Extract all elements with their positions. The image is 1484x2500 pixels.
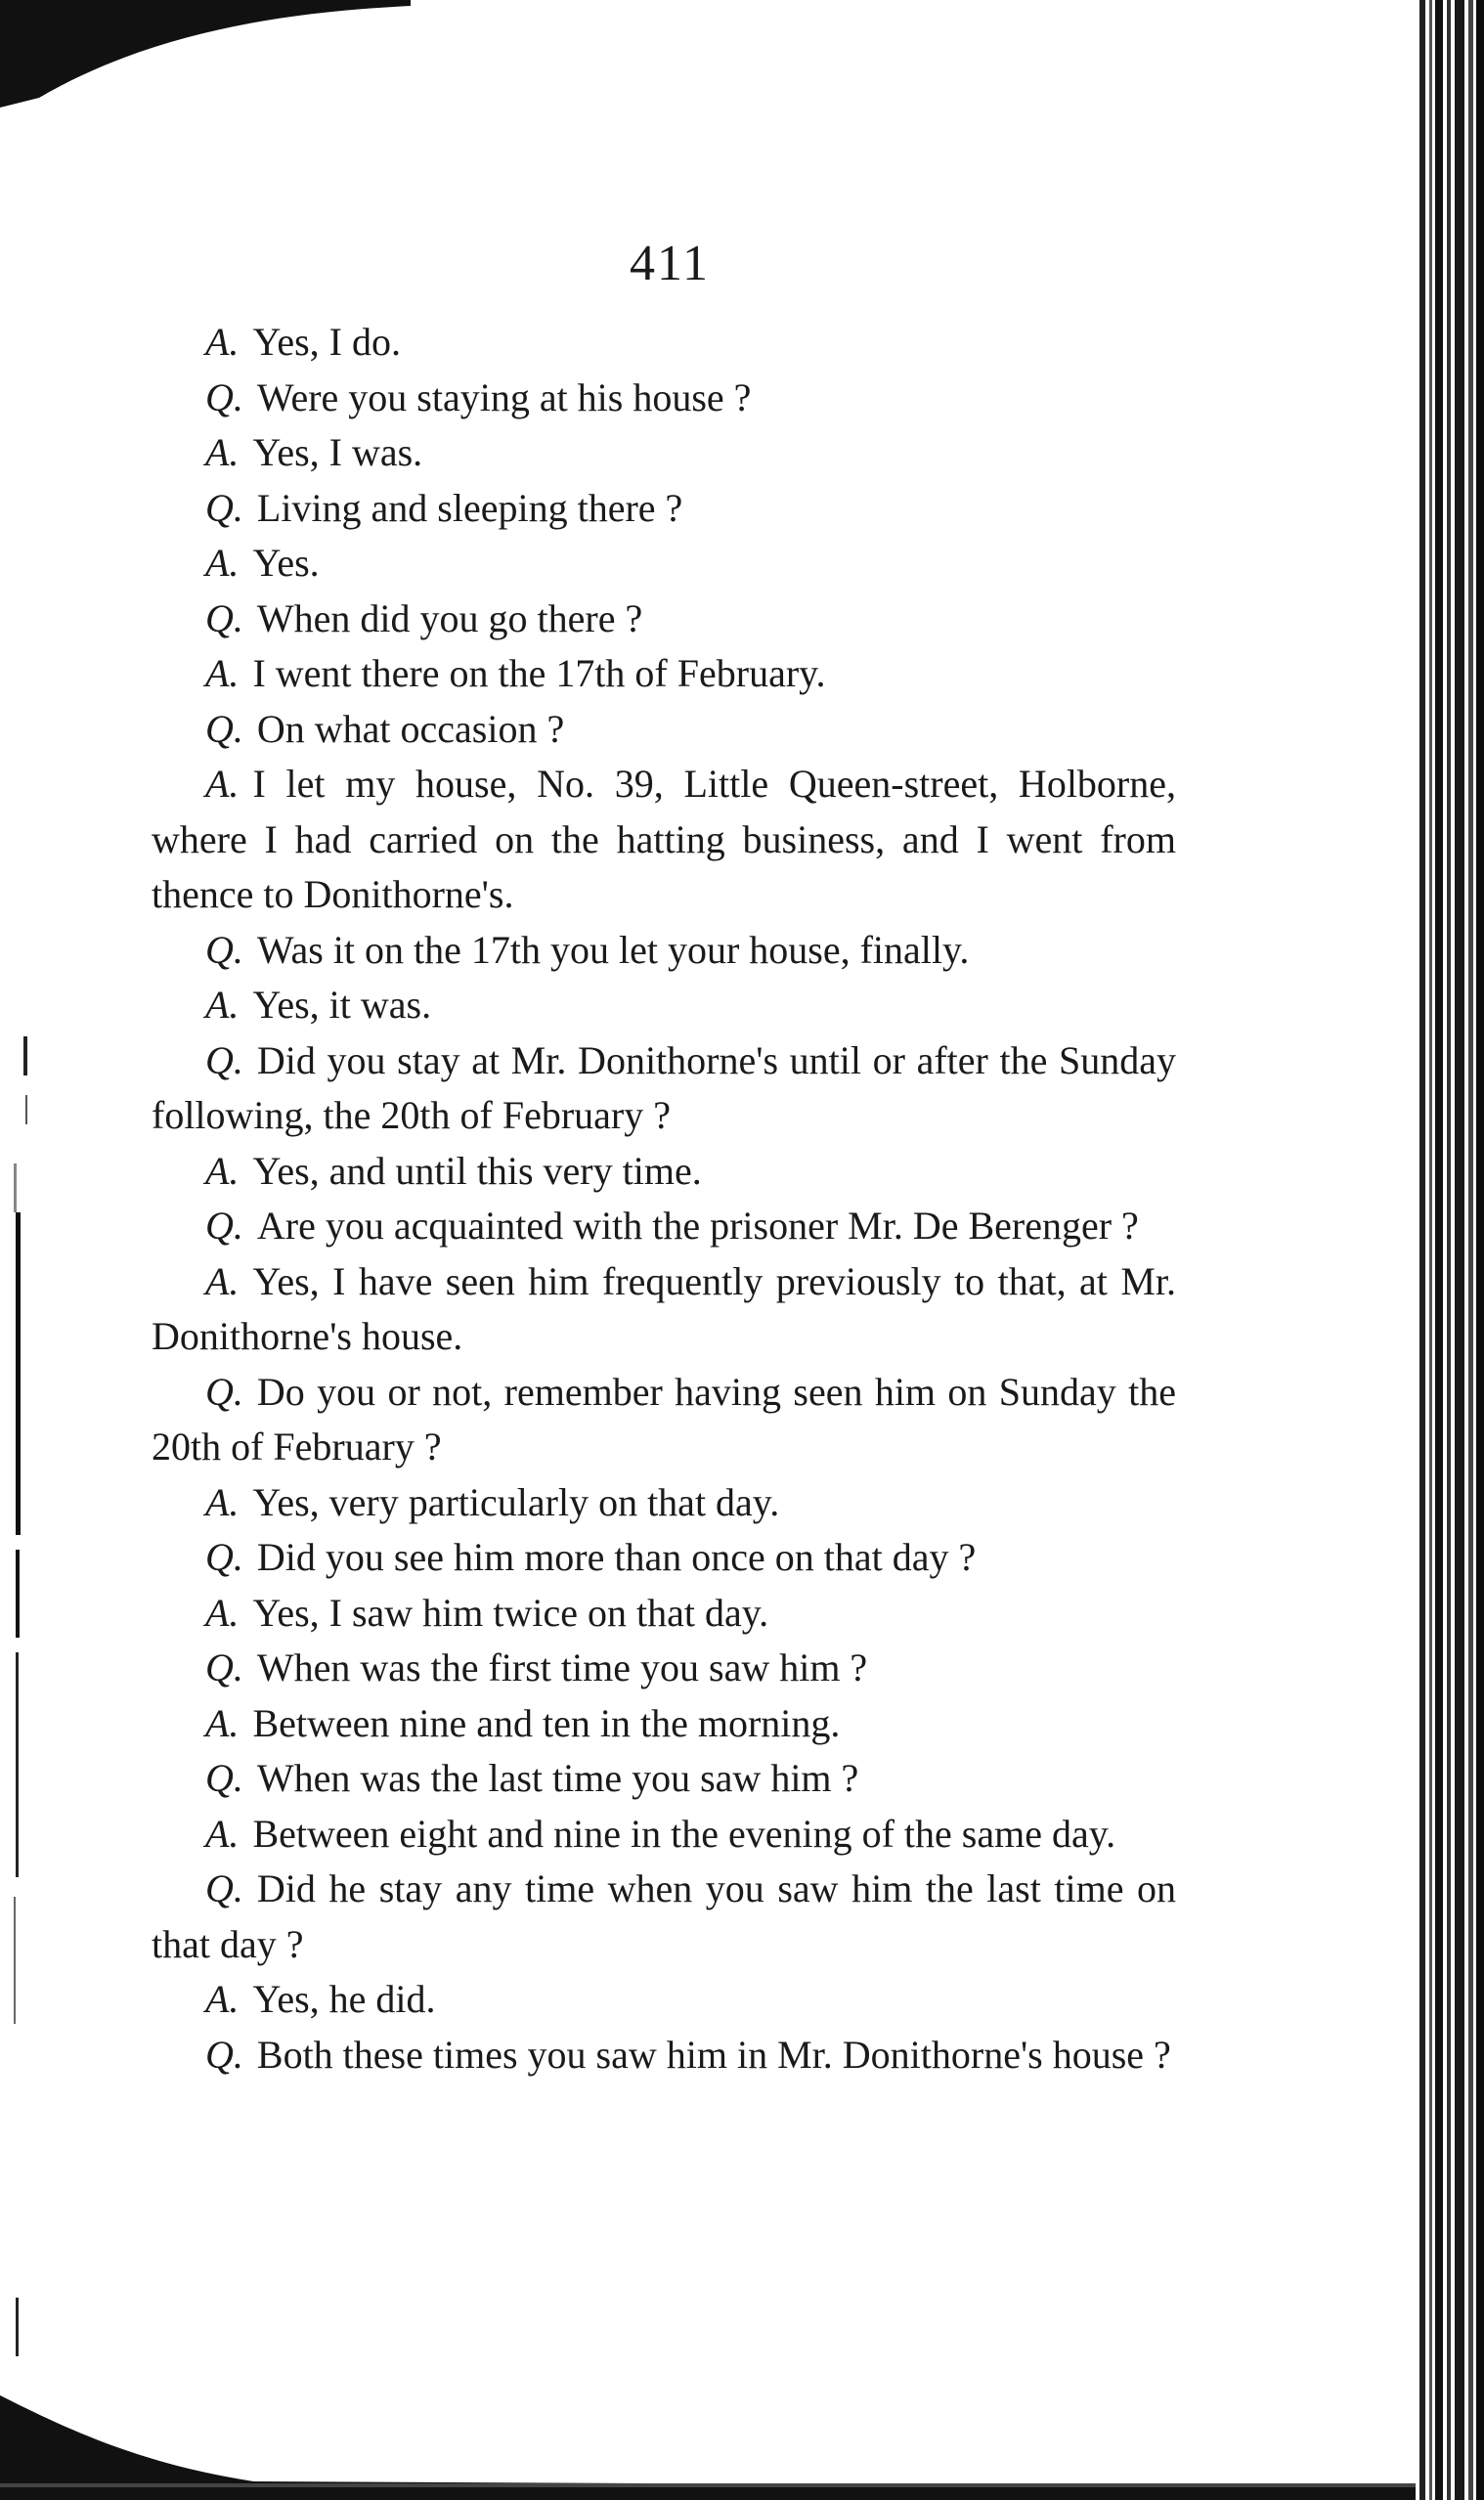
speaker-label: A. — [205, 1977, 240, 2021]
speaker-label: Q. — [205, 1037, 243, 1082]
speaker-label: Q. — [205, 1535, 243, 1579]
testimony-line — [152, 1254, 1176, 1365]
speaker-label: Q. — [205, 374, 243, 419]
speaker-label: A. — [205, 320, 240, 364]
speaker-label: Q. — [205, 927, 243, 972]
testimony-text-content: Did you see him more than once on that day ? — [256, 1535, 977, 1579]
testimony-text-content: When was the first time you saw him ? — [256, 1645, 868, 1689]
testimony-text-content: Yes, it was. — [252, 983, 432, 1027]
testimony-line — [152, 592, 1176, 647]
testimony-line — [152, 1033, 1176, 1144]
testimony-line — [152, 757, 1176, 923]
testimony-text-content: Do you or not, remember having seen him on Sunday the 20th of February ? — [152, 1369, 1176, 1469]
speaker-label: A. — [205, 430, 240, 474]
testimony-text-content: Living and sleeping there ? — [256, 485, 683, 530]
testimony-text-content: Both these times you saw him in Mr. Donithorne's house ? — [256, 2032, 1171, 2077]
testimony-text-content: Was it on the 17th you let your house, finally. — [256, 927, 970, 972]
testimony-text-content: Yes, very particularly on that day. — [252, 1479, 780, 1524]
testimony-line — [152, 1862, 1176, 1972]
testimony-text-content: Between eight and nine in the evening of the same day. — [252, 1811, 1116, 1856]
speaker-label: Q. — [205, 1369, 243, 1414]
scan-edge-left — [0, 1017, 39, 2366]
scan-corner-top-left — [0, 0, 411, 108]
testimony-line — [152, 1972, 1176, 2028]
speaker-label: Q. — [205, 485, 243, 530]
testimony-text-content: Yes, I do. — [252, 320, 401, 364]
testimony-line — [152, 1365, 1176, 1475]
testimony-line — [152, 1751, 1176, 1807]
testimony-line — [152, 1144, 1176, 1200]
testimony-text-content: On what occasion ? — [256, 706, 565, 751]
testimony-line — [152, 1475, 1176, 1531]
testimony-line — [152, 1641, 1176, 1696]
testimony-text-content: Yes, I saw him twice on that day. — [252, 1590, 769, 1635]
testimony-line — [152, 1807, 1176, 1863]
scan-corner-bottom-left — [0, 2386, 1484, 2500]
speaker-label: A. — [205, 651, 240, 695]
testimony-text-content: Did he stay any time when you saw him the last time on that day ? — [152, 1866, 1176, 1966]
testimony-line — [152, 978, 1176, 1033]
testimony-line — [152, 646, 1176, 702]
speaker-label: Q. — [205, 1204, 243, 1248]
testimony-line — [152, 536, 1176, 592]
testimony-line — [152, 371, 1176, 426]
testimony-text-content: Yes, he did. — [252, 1977, 436, 2021]
speaker-label: Q. — [205, 595, 243, 640]
speaker-label: A. — [205, 1479, 240, 1524]
speaker-label: Q. — [205, 1866, 243, 1910]
testimony-text-content: When was the last time you saw him ? — [256, 1756, 859, 1800]
testimony-text-content: Between nine and ten in the morning. — [252, 1700, 841, 1745]
testimony-text-content: Yes. — [252, 541, 320, 585]
speaker-label: A. — [205, 1700, 240, 1745]
speaker-label: Q. — [205, 706, 243, 751]
speaker-label: A. — [205, 983, 240, 1027]
testimony-text — [152, 315, 1176, 2083]
speaker-label: A. — [205, 1258, 240, 1303]
speaker-label: Q. — [205, 1756, 243, 1800]
testimony-text-content: Yes, I have seen him frequently previously to that, at Mr. Donithorne's house. — [152, 1258, 1176, 1358]
scan-edge-right — [1416, 0, 1484, 2500]
testimony-line — [152, 1199, 1176, 1254]
testimony-text-content: Yes, and until this very time. — [252, 1148, 702, 1193]
testimony-text-content: Yes, I was. — [252, 430, 423, 474]
testimony-line — [152, 1696, 1176, 1752]
testimony-line — [152, 481, 1176, 537]
speaker-label: Q. — [205, 1645, 243, 1689]
speaker-label: A. — [205, 762, 240, 806]
testimony-line — [152, 923, 1176, 979]
speaker-label: A. — [205, 1590, 240, 1635]
speaker-label: A. — [205, 1148, 240, 1193]
speaker-label: A. — [205, 541, 240, 585]
testimony-line — [152, 425, 1176, 481]
testimony-text-content: I went there on the 17th of February. — [252, 651, 826, 695]
testimony-text-content: Are you acquainted with the prisoner Mr. De Berenger ? — [256, 1204, 1139, 1248]
testimony-text-content: Were you staying at his house ? — [256, 374, 752, 419]
page-number: 411 — [629, 236, 711, 291]
speaker-label: A. — [205, 1811, 240, 1856]
testimony-line — [152, 1586, 1176, 1642]
testimony-line — [152, 1530, 1176, 1586]
testimony-line — [152, 702, 1176, 758]
testimony-line — [152, 2028, 1176, 2083]
testimony-text-content: When did you go there ? — [256, 595, 643, 640]
speaker-label: Q. — [205, 2032, 243, 2077]
testimony-text-content: Did you stay at Mr. Donithorne's until or after the Sunday following, the 20th of February ? — [152, 1037, 1176, 1137]
testimony-line — [152, 315, 1176, 371]
testimony-text-content: I let my house, No. 39, Little Queen-street, Holborne, where I had carried on the hatting business, and I went from thence to Donithorne's. — [152, 762, 1176, 916]
